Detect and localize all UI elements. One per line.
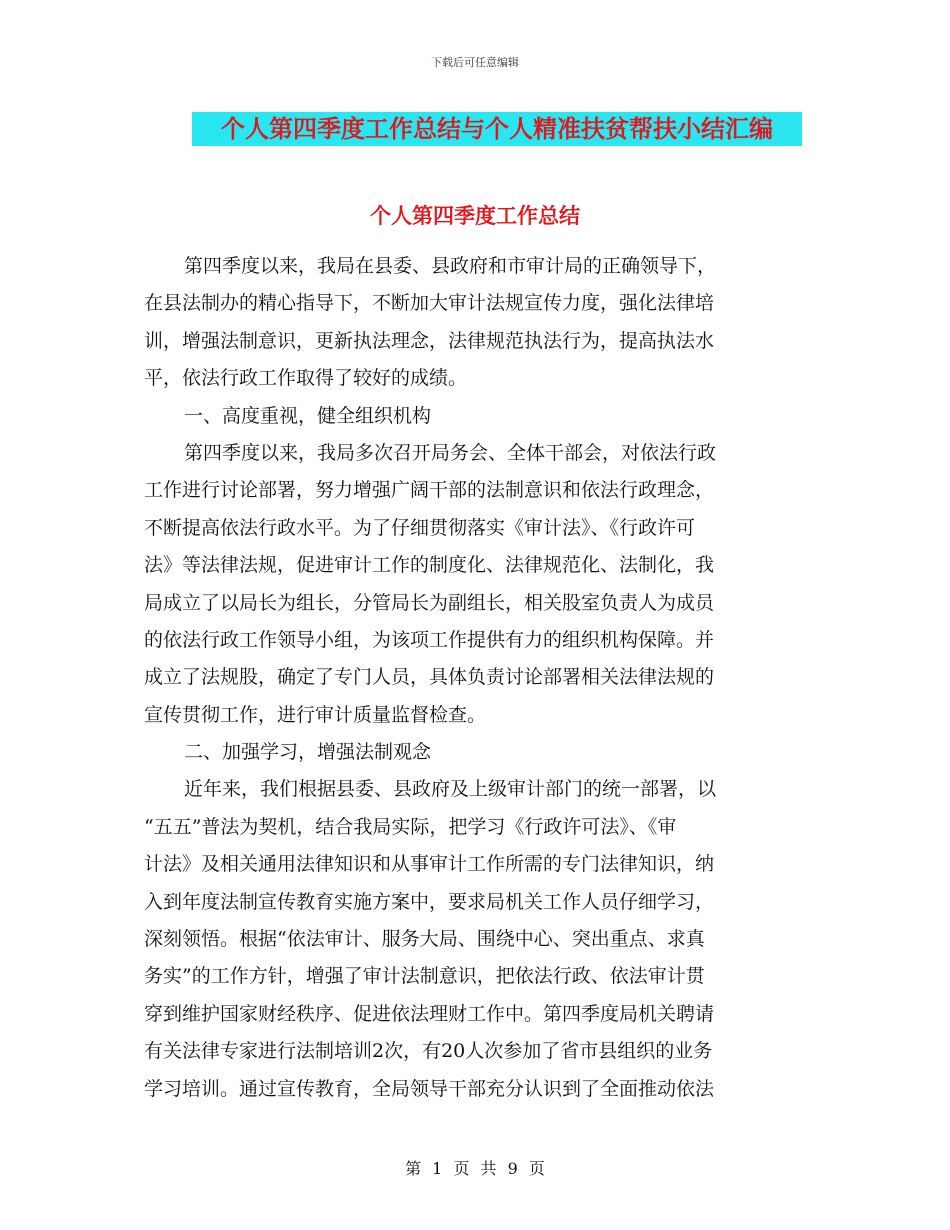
text-line: 有关法律专家进行法制培训2次，有20人次参加了省市县组织的业务 [144, 1040, 713, 1063]
text-line: 成立了法规股，确定了专门人员，具体负责讨论部署相关法律法规的 [144, 666, 715, 689]
text-line: 平，依法行政工作取得了较好的成绩。 [144, 367, 468, 390]
text-line: 第四季度以来，我局多次召开局务会、全体干部会，对依法行政 [184, 441, 717, 464]
text-line: 务实”的工作方针，增强了审计法制意识，把依法行政、依法审计贯 [144, 965, 705, 988]
text-line: 不断提高依法行政水平。为了仔细贯彻落实《审计法》、《行政许可 [144, 516, 696, 539]
body-text [144, 248, 800, 1108]
text-line: “五五”普法为契机，结合我局实际，把学习《行政许可法》、《审 [144, 815, 677, 838]
section-title: 个人第四季度工作总结 [370, 204, 580, 228]
text-line: 穿到维护国家财经秩序、促进依法理财工作中。第四季度局机关聘请 [144, 1002, 715, 1025]
text-line: 的依法行政工作领导小组，为该项工作提供有力的组织机构保障。并 [144, 628, 715, 651]
text-line: 法》等法律法规，促进审计工作的制度化、法律规范化、法制化，我 [144, 554, 715, 577]
text-line: 入到年度法制宣传教育实施方案中，要求局机关工作人员仔细学习， [144, 890, 715, 913]
heading-line: 一、高度重视，健全组织机构 [184, 404, 432, 427]
main-title: 个人第四季度工作总结与个人精准扶贫帮扶小结汇编 [192, 112, 802, 146]
text-line: 计法》及相关通用法律知识和从事审计工作所需的专门法律知识，纳 [144, 853, 715, 876]
header-note: 下载后可任意编辑 [431, 56, 519, 69]
text-line: 工作进行讨论部署，努力增强广阔干部的法制意识和依法行政理念， [144, 479, 715, 502]
text-line: 近年来，我们根据县委、县政府及上级审计部门的统一部署，以 [184, 778, 717, 801]
text-line: 宣传贯彻工作，进行审计质量监督检查。 [144, 703, 487, 726]
text-line: 深刻领悟。根据“依法审计、服务大局、围绕中心、突出重点、求真 [144, 928, 705, 951]
text-line: 学习培训。通过宣传教育，全局领导干部充分认识到了全面推动依法 [144, 1077, 715, 1100]
text-line: 第四季度以来，我局在县委、县政府和市审计局的正确领导下， [184, 255, 717, 277]
text-line: 在县法制办的精心指导下，不断加大审计法规宣传力度，强化法律培 [144, 292, 715, 315]
text-line: 训，增强法制意识，更新执法理念，法律规范执法行为，提高执法水 [144, 329, 715, 352]
heading-line: 二、加强学习，增强法制观念 [184, 741, 432, 764]
text-line: 局成立了以局长为组长，分管局长为副组长，相关股室负责人为成员 [144, 591, 715, 614]
page-footer: 第 1 页 共 9 页 [405, 1159, 545, 1178]
